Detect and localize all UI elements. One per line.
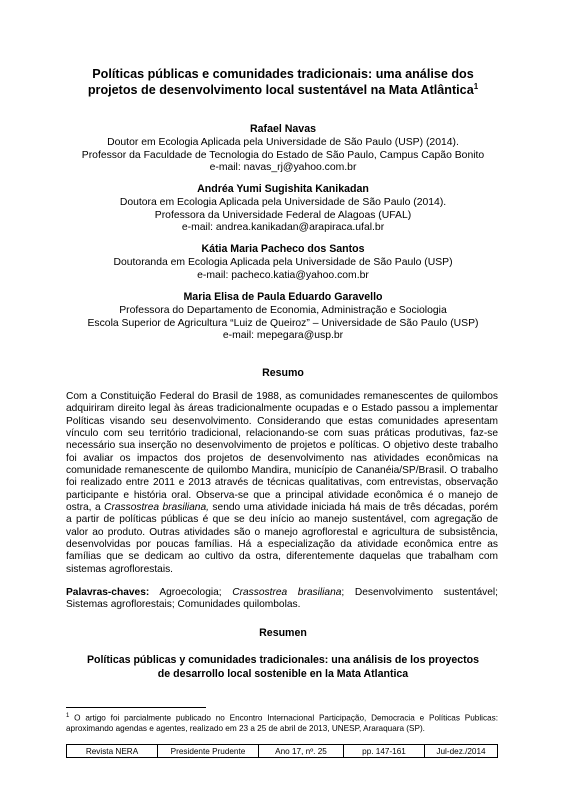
author-affiliation: Doutor em Ecologia Aplicada pela Universidade de São Paulo (USP) (2014).	[107, 137, 459, 149]
author-email[interactable]: e-mail: mepegara@usp.br	[222, 330, 344, 342]
footer-volume: Ano 17, nº. 25	[259, 745, 344, 758]
author-name: Kátia Maria Pacheco dos Santos	[201, 243, 365, 255]
author-email[interactable]: e-mail: pacheco.katia@yahoo.com.br	[197, 269, 369, 281]
author-affiliation: Professora do Departamento de Economia, Administração e Sociologia	[119, 305, 447, 317]
keywords-label: Palavras-chaves:	[66, 587, 150, 598]
footer-pages: pp. 147-161	[344, 745, 425, 758]
resumen-title-line-2: de desarrollo local sostenible en la Mata Atlantica	[157, 667, 409, 680]
resumo-heading: Resumo	[262, 367, 304, 379]
author-affiliation: Professor da Faculdade de Tecnologia do Estado de São Paulo, Campus Capão Bonito	[81, 149, 485, 161]
keywords-text: ; Desenvolvimento sustentável; Sistemas agroflorestais; Comunidades quilombolas.	[66, 587, 499, 611]
footnote-text: O artigo foi parcialmente publicado no Encontro Internacional Participação, Democracia e Políticas Publicas: aproximando agendas e agentes, realizado em 23 a 25 de abril de 2013, UNESP, Araraquara (SP).	[66, 713, 498, 734]
abstract-text: Com a Constituição Federal do Brasil de 1988, as comunidades remanescentes de quilombos adquiriram direito legal às áreas tradicionalmente ocupadas e o Estado passou a implementar Políticas visando seu desenvolvimento. Considerando que estas comunidades apresentam vínculo com seu território tradicional, relacionando-se com suas práticas produtivas, faz-se necessário sua inserção no desenvolvimento de projetos e políticas. O objetivo deste trabalho foi avaliar os impactos dos projetos de desenvolvimento nas atividades econômicas na comunidade remanescente de quilombo Mandira, município de Cananéia/SP/Brasil. O trabalho foi realizado entre 2011 e 2013 através de técnicas qualitativas, com entrevistas, observação participante e história oral. Observa-se que a principal atividade econômica é o manejo de ostra, a	[66, 391, 498, 514]
footer-journal: Revista NERA	[67, 745, 158, 758]
footnote-divider	[66, 707, 206, 708]
keywords-species-name: Crassostrea brasiliana	[232, 587, 342, 598]
journal-footer	[66, 744, 498, 758]
author-name: Maria Elisa de Paula Eduardo Garavello	[183, 291, 383, 303]
title-line-2: projetos de desenvolvimento local sustentável na Mata Atlântica	[87, 83, 474, 97]
author-name: Andréa Yumi Sugishita Kanikadan	[197, 183, 369, 195]
author-affiliation: Doutoranda em Ecologia Aplicada pela Universidade de São Paulo (USP)	[113, 257, 453, 269]
title-footnote-marker[interactable]: 1	[473, 82, 479, 91]
paper-title	[40, 66, 526, 98]
resumen-title	[50, 654, 516, 681]
author-affiliation: Professora da Universidade Federal de Alagoas (UFAL)	[154, 209, 412, 221]
author-affiliation: Doutora em Ecologia Aplicada pela Universidade de São Paulo (2014).	[119, 197, 447, 209]
footer-city: Presidente Prudente	[158, 745, 259, 758]
keywords	[66, 587, 498, 612]
resumen-title-line-1: Políticas públicas y comunidades tradicionales: una análisis de los proyectos	[86, 654, 480, 666]
author-block	[30, 123, 536, 175]
author-block	[30, 183, 536, 235]
author-block	[30, 291, 536, 343]
author-email[interactable]: e-mail: andrea.kanikadan@arapiraca.ufal.br	[181, 222, 385, 234]
resumo-abstract	[66, 391, 498, 576]
footnote	[66, 711, 498, 735]
abstract-species-name: Crassostrea brasiliana,	[104, 502, 209, 514]
author-block	[30, 243, 536, 282]
footer-date: Jul-dez./2014	[425, 745, 498, 758]
abstract-text: sendo uma atividade iniciada há mais de três décadas, porém a partir de políticas públicas é que se deu início ao manejo sustentável, com agregação de valor ao produto. Outras atividades são o manejo agroflorestal e agricultura de subsistência, desenvolvidas por poucas famílias. Há a especialização da atividade econômica entre as famílias que se dedicam ao cultivo da ostra, diferentemente daquelas que trabalham com sistemas agroflorestais.	[66, 502, 499, 575]
title-line-1: Políticas públicas e comunidades tradicionais: uma análise dos	[92, 67, 474, 81]
footnote-marker: 1	[66, 713, 70, 719]
author-affiliation: Escola Superior de Agricultura “Luiz de Queiroz” – Universidade de São Paulo (USP)	[87, 317, 479, 329]
author-email[interactable]: e-mail: navas_rj@yahoo.com.br	[209, 162, 357, 174]
keywords-text: Agroecologia;	[149, 587, 233, 598]
resumen-heading: Resumen	[259, 627, 307, 639]
author-name: Rafael Navas	[250, 123, 316, 135]
